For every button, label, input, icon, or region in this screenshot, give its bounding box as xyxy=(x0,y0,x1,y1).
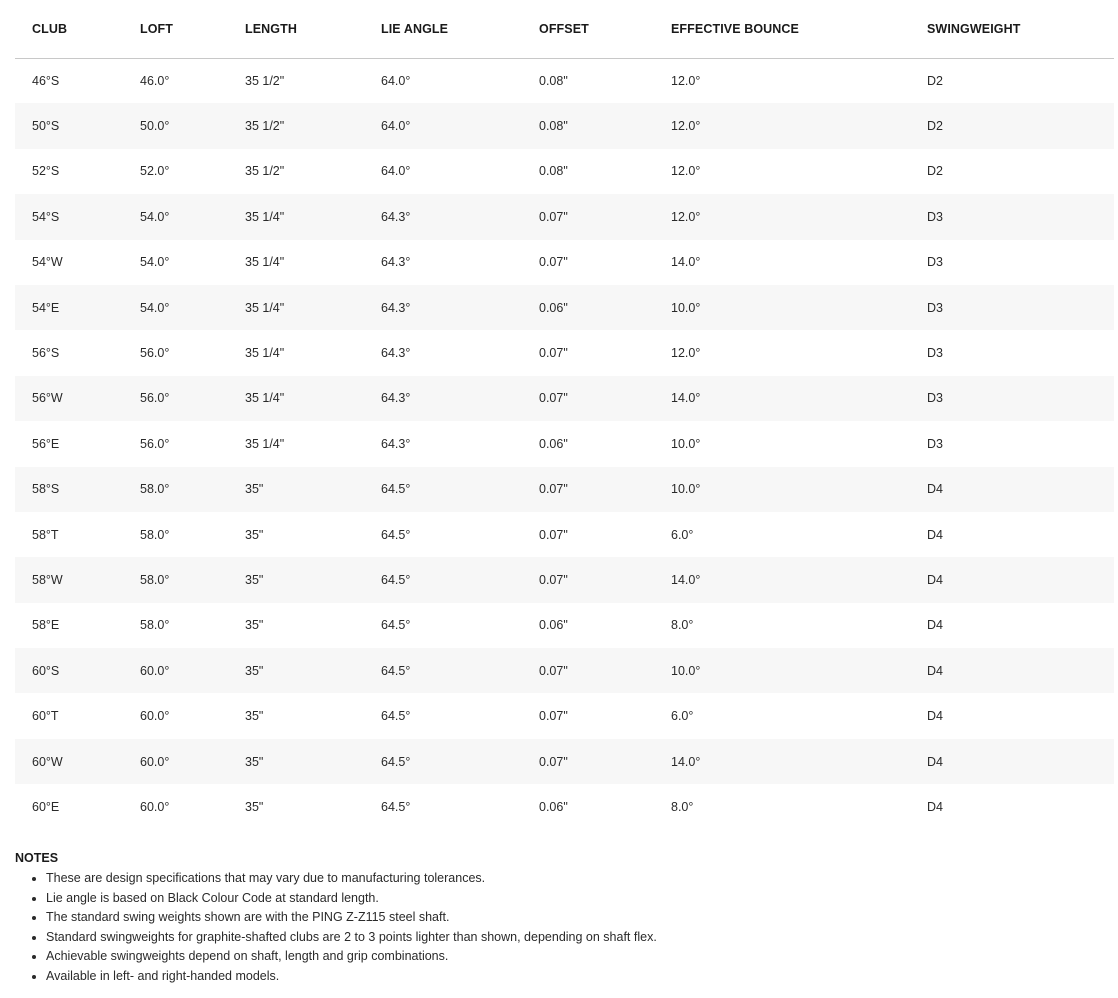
cell-swingweight: D3 xyxy=(910,376,1114,421)
cell-swingweight: D3 xyxy=(910,240,1114,285)
cell-swingweight: D2 xyxy=(910,149,1114,194)
cell-loft: 60.0° xyxy=(123,648,228,693)
cell-club: 58°S xyxy=(15,467,123,512)
notes-list xyxy=(15,869,1105,986)
cell-offset: 0.07" xyxy=(522,693,654,738)
cell-swingweight: D4 xyxy=(910,557,1114,602)
cell-swingweight: D3 xyxy=(910,285,1114,330)
cell-length: 35" xyxy=(228,648,364,693)
cell-length: 35" xyxy=(228,512,364,557)
cell-loft: 52.0° xyxy=(123,149,228,194)
cell-lie-angle: 64.5° xyxy=(364,693,522,738)
cell-offset: 0.06" xyxy=(522,784,654,829)
cell-offset: 0.07" xyxy=(522,240,654,285)
table-row xyxy=(15,58,1114,103)
cell-effective-bounce: 8.0° xyxy=(654,603,910,648)
cell-lie-angle: 64.0° xyxy=(364,58,522,103)
cell-lie-angle: 64.3° xyxy=(364,240,522,285)
table-row xyxy=(15,603,1114,648)
notes-section xyxy=(15,851,1105,986)
cell-offset: 0.07" xyxy=(522,739,654,784)
cell-offset: 0.08" xyxy=(522,58,654,103)
cell-lie-angle: 64.3° xyxy=(364,194,522,239)
cell-effective-bounce: 10.0° xyxy=(654,285,910,330)
cell-loft: 56.0° xyxy=(123,421,228,466)
cell-length: 35" xyxy=(228,557,364,602)
cell-lie-angle: 64.5° xyxy=(364,467,522,512)
note-item: • These are design specifications that may vary due to manufacturing tolerances. xyxy=(46,869,1105,889)
column-header-lie-angle: LIE ANGLE xyxy=(364,0,522,58)
cell-club: 52°S xyxy=(15,149,123,194)
cell-swingweight: D4 xyxy=(910,739,1114,784)
table-row xyxy=(15,467,1114,512)
note-item: • Lie angle is based on Black Colour Code at standard length. xyxy=(46,889,1105,909)
cell-loft: 60.0° xyxy=(123,784,228,829)
table-row xyxy=(15,512,1114,557)
cell-offset: 0.06" xyxy=(522,421,654,466)
table-row xyxy=(15,194,1114,239)
column-header-loft: LOFT xyxy=(123,0,228,58)
notes-title: NOTES xyxy=(15,851,59,865)
cell-effective-bounce: 6.0° xyxy=(654,693,910,738)
cell-club: 50°S xyxy=(15,103,123,148)
cell-effective-bounce: 12.0° xyxy=(654,149,910,194)
cell-club: 58°W xyxy=(15,557,123,602)
cell-length: 35 1/4" xyxy=(228,421,364,466)
table-row xyxy=(15,784,1114,829)
cell-lie-angle: 64.5° xyxy=(364,648,522,693)
cell-offset: 0.06" xyxy=(522,603,654,648)
cell-offset: 0.07" xyxy=(522,467,654,512)
column-header-club: CLUB xyxy=(15,0,123,58)
cell-effective-bounce: 12.0° xyxy=(654,330,910,375)
cell-lie-angle: 64.5° xyxy=(364,603,522,648)
table-row xyxy=(15,421,1114,466)
cell-club: 60°S xyxy=(15,648,123,693)
cell-loft: 54.0° xyxy=(123,240,228,285)
cell-club: 60°E xyxy=(15,784,123,829)
cell-effective-bounce: 14.0° xyxy=(654,557,910,602)
cell-effective-bounce: 12.0° xyxy=(654,194,910,239)
cell-length: 35 1/2" xyxy=(228,103,364,148)
cell-length: 35" xyxy=(228,693,364,738)
cell-length: 35 1/4" xyxy=(228,285,364,330)
table-row xyxy=(15,739,1114,784)
cell-offset: 0.07" xyxy=(522,330,654,375)
table-row xyxy=(15,648,1114,693)
cell-loft: 58.0° xyxy=(123,557,228,602)
cell-effective-bounce: 14.0° xyxy=(654,240,910,285)
cell-club: 54°E xyxy=(15,285,123,330)
cell-swingweight: D3 xyxy=(910,330,1114,375)
cell-length: 35 1/2" xyxy=(228,149,364,194)
cell-lie-angle: 64.5° xyxy=(364,557,522,602)
cell-length: 35 1/4" xyxy=(228,376,364,421)
cell-swingweight: D2 xyxy=(910,58,1114,103)
cell-lie-angle: 64.3° xyxy=(364,330,522,375)
cell-swingweight: D4 xyxy=(910,693,1114,738)
cell-loft: 60.0° xyxy=(123,739,228,784)
cell-effective-bounce: 10.0° xyxy=(654,648,910,693)
cell-offset: 0.07" xyxy=(522,557,654,602)
cell-effective-bounce: 14.0° xyxy=(654,376,910,421)
cell-club: 56°E xyxy=(15,421,123,466)
cell-length: 35" xyxy=(228,739,364,784)
cell-club: 56°S xyxy=(15,330,123,375)
cell-club: 58°E xyxy=(15,603,123,648)
cell-offset: 0.08" xyxy=(522,149,654,194)
table-row xyxy=(15,149,1114,194)
table-header xyxy=(15,0,1114,58)
cell-length: 35 1/4" xyxy=(228,240,364,285)
cell-loft: 58.0° xyxy=(123,512,228,557)
table-row xyxy=(15,693,1114,738)
table-row xyxy=(15,557,1114,602)
cell-lie-angle: 64.3° xyxy=(364,285,522,330)
column-header-offset: OFFSET xyxy=(522,0,654,58)
note-item: • Achievable swingweights depend on shaft, length and grip combinations. xyxy=(46,947,1105,967)
cell-length: 35 1/2" xyxy=(228,58,364,103)
note-item: • Available in left- and right-handed models. xyxy=(46,967,1105,987)
cell-loft: 54.0° xyxy=(123,194,228,239)
cell-offset: 0.07" xyxy=(522,512,654,557)
cell-lie-angle: 64.5° xyxy=(364,739,522,784)
table-row xyxy=(15,240,1114,285)
cell-swingweight: D4 xyxy=(910,603,1114,648)
cell-length: 35 1/4" xyxy=(228,330,364,375)
cell-loft: 56.0° xyxy=(123,376,228,421)
cell-swingweight: D2 xyxy=(910,103,1114,148)
cell-lie-angle: 64.5° xyxy=(364,512,522,557)
cell-lie-angle: 64.3° xyxy=(364,376,522,421)
cell-length: 35" xyxy=(228,467,364,512)
specs-table-container xyxy=(15,0,1114,830)
cell-club: 58°T xyxy=(15,512,123,557)
cell-loft: 58.0° xyxy=(123,603,228,648)
cell-offset: 0.07" xyxy=(522,648,654,693)
cell-offset: 0.08" xyxy=(522,103,654,148)
header-row xyxy=(15,0,1114,58)
cell-loft: 58.0° xyxy=(123,467,228,512)
cell-loft: 54.0° xyxy=(123,285,228,330)
cell-effective-bounce: 10.0° xyxy=(654,467,910,512)
cell-club: 60°W xyxy=(15,739,123,784)
cell-length: 35" xyxy=(228,784,364,829)
cell-loft: 46.0° xyxy=(123,58,228,103)
cell-offset: 0.07" xyxy=(522,194,654,239)
cell-lie-angle: 64.0° xyxy=(364,149,522,194)
table-row xyxy=(15,285,1114,330)
cell-club: 54°S xyxy=(15,194,123,239)
cell-effective-bounce: 10.0° xyxy=(654,421,910,466)
cell-swingweight: D4 xyxy=(910,648,1114,693)
cell-club: 60°T xyxy=(15,693,123,738)
cell-length: 35 1/4" xyxy=(228,194,364,239)
cell-swingweight: D3 xyxy=(910,421,1114,466)
cell-club: 56°W xyxy=(15,376,123,421)
cell-lie-angle: 64.0° xyxy=(364,103,522,148)
cell-loft: 56.0° xyxy=(123,330,228,375)
cell-lie-angle: 64.5° xyxy=(364,784,522,829)
column-header-length: LENGTH xyxy=(228,0,364,58)
cell-club: 46°S xyxy=(15,58,123,103)
table-body xyxy=(15,58,1114,830)
cell-swingweight: D3 xyxy=(910,194,1114,239)
cell-lie-angle: 64.3° xyxy=(364,421,522,466)
note-item: • Standard swingweights for graphite-shafted clubs are 2 to 3 points lighter than shown, depending on shaft flex. xyxy=(46,928,1105,948)
cell-offset: 0.06" xyxy=(522,285,654,330)
cell-loft: 60.0° xyxy=(123,693,228,738)
cell-offset: 0.07" xyxy=(522,376,654,421)
cell-length: 35" xyxy=(228,603,364,648)
table-row xyxy=(15,330,1114,375)
cell-club: 54°W xyxy=(15,240,123,285)
column-header-effective-bounce: EFFECTIVE BOUNCE xyxy=(654,0,910,58)
note-item: • The standard swing weights shown are with the PING Z-Z115 steel shaft. xyxy=(46,908,1105,928)
cell-swingweight: D4 xyxy=(910,467,1114,512)
cell-effective-bounce: 8.0° xyxy=(654,784,910,829)
cell-effective-bounce: 6.0° xyxy=(654,512,910,557)
table-row xyxy=(15,376,1114,421)
cell-effective-bounce: 12.0° xyxy=(654,103,910,148)
cell-swingweight: D4 xyxy=(910,784,1114,829)
column-header-swingweight: SWINGWEIGHT xyxy=(910,0,1114,58)
cell-effective-bounce: 12.0° xyxy=(654,58,910,103)
cell-swingweight: D4 xyxy=(910,512,1114,557)
table-row xyxy=(15,103,1114,148)
cell-loft: 50.0° xyxy=(123,103,228,148)
cell-effective-bounce: 14.0° xyxy=(654,739,910,784)
specs-table xyxy=(15,0,1114,830)
